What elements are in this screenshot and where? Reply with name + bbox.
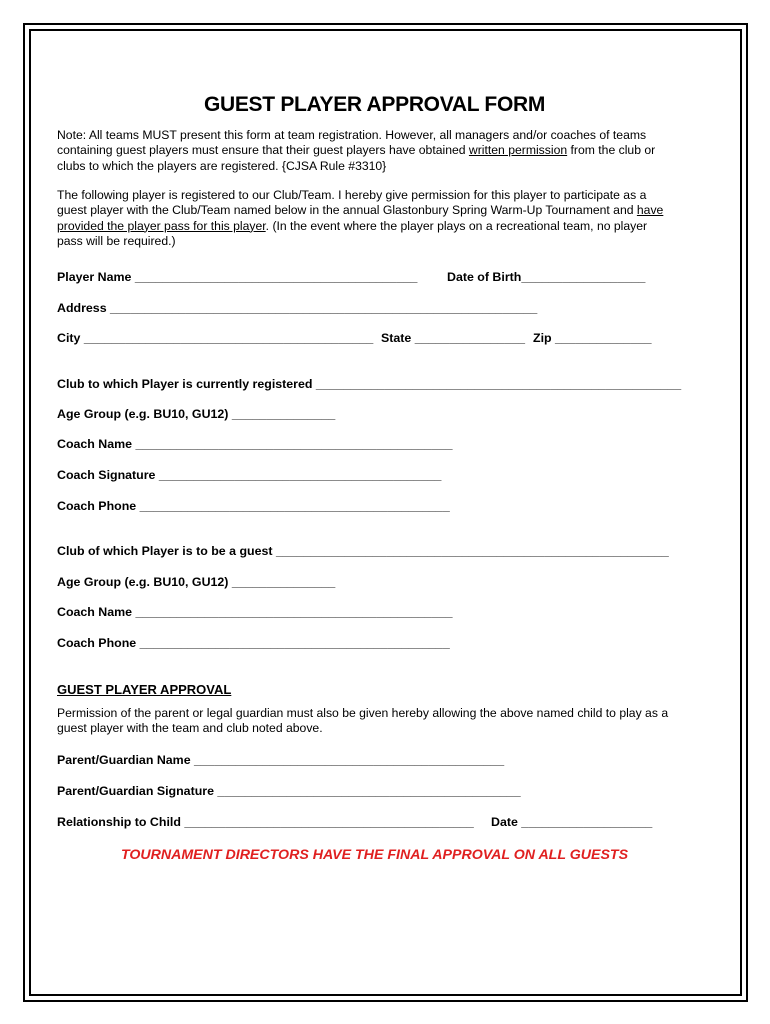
permission-statement: The following player is registered to our Club/Team. I hereby give permission for this player to participate as a guest player with the Club/Team named below in the annual Glastonbury Spring Warm-Up Tournament and have provided the player pass for this player. (In the event where the player plays on a recreational team, no player pass will be required.) (57, 188, 664, 248)
city-field[interactable]: City __________________________________________ (57, 331, 374, 345)
relationship-field[interactable]: Relationship to Child __________________________________________ (57, 815, 474, 829)
address-field[interactable]: Address ______________________________________________________________ (57, 301, 538, 315)
current-coach-phone-field[interactable]: Coach Phone _____________________________________________ (57, 499, 450, 513)
guest-coach-phone-field[interactable]: Coach Phone _____________________________________________ (57, 636, 450, 650)
guest-age-group-field[interactable]: Age Group (e.g. BU10, GU12) _______________ (57, 575, 336, 589)
form-title: GUEST PLAYER APPROVAL FORM (203, 93, 546, 116)
state-field[interactable]: State ________________ (381, 331, 525, 345)
final-approval-notice: TOURNAMENT DIRECTORS HAVE THE FINAL APPROVAL ON ALL GUESTS (120, 847, 629, 863)
approval-text: Permission of the parent or legal guardian must also be given hereby allowing the above named child to play as a guest player with the team and club noted above. (57, 706, 669, 736)
player-name-field[interactable]: Player Name _________________________________________ (57, 270, 418, 284)
guest-club-field[interactable]: Club of which Player is to be a guest _________________________________________________________ (57, 544, 669, 558)
current-club-field[interactable]: Club to which Player is currently registered _____________________________________________________ (57, 377, 682, 391)
current-coach-name-field[interactable]: Coach Name ______________________________________________ (57, 437, 453, 451)
current-age-group-field[interactable]: Age Group (e.g. BU10, GU12) _______________ (57, 407, 336, 421)
zip-field[interactable]: Zip ______________ (533, 331, 652, 345)
current-coach-signature-field[interactable]: Coach Signature _________________________________________ (57, 468, 442, 482)
registration-note: Note: All teams MUST present this form at team registration. However, all managers and/or coaches of teams containing guest players must ensure that their guest players have obtained written permission from the club or clubs to which the players are registered. {CJSA Rule #3310} (57, 128, 656, 173)
guardian-signature-field[interactable]: Parent/Guardian Signature ____________________________________________ (57, 784, 521, 798)
approval-heading: GUEST PLAYER APPROVAL (57, 682, 232, 697)
guest-coach-name-field[interactable]: Coach Name ______________________________________________ (57, 605, 453, 619)
date-of-birth-field[interactable]: Date of Birth__________________ (447, 270, 646, 284)
date-field[interactable]: Date ___________________ (491, 815, 653, 829)
guardian-name-field[interactable]: Parent/Guardian Name _____________________________________________ (57, 753, 505, 767)
